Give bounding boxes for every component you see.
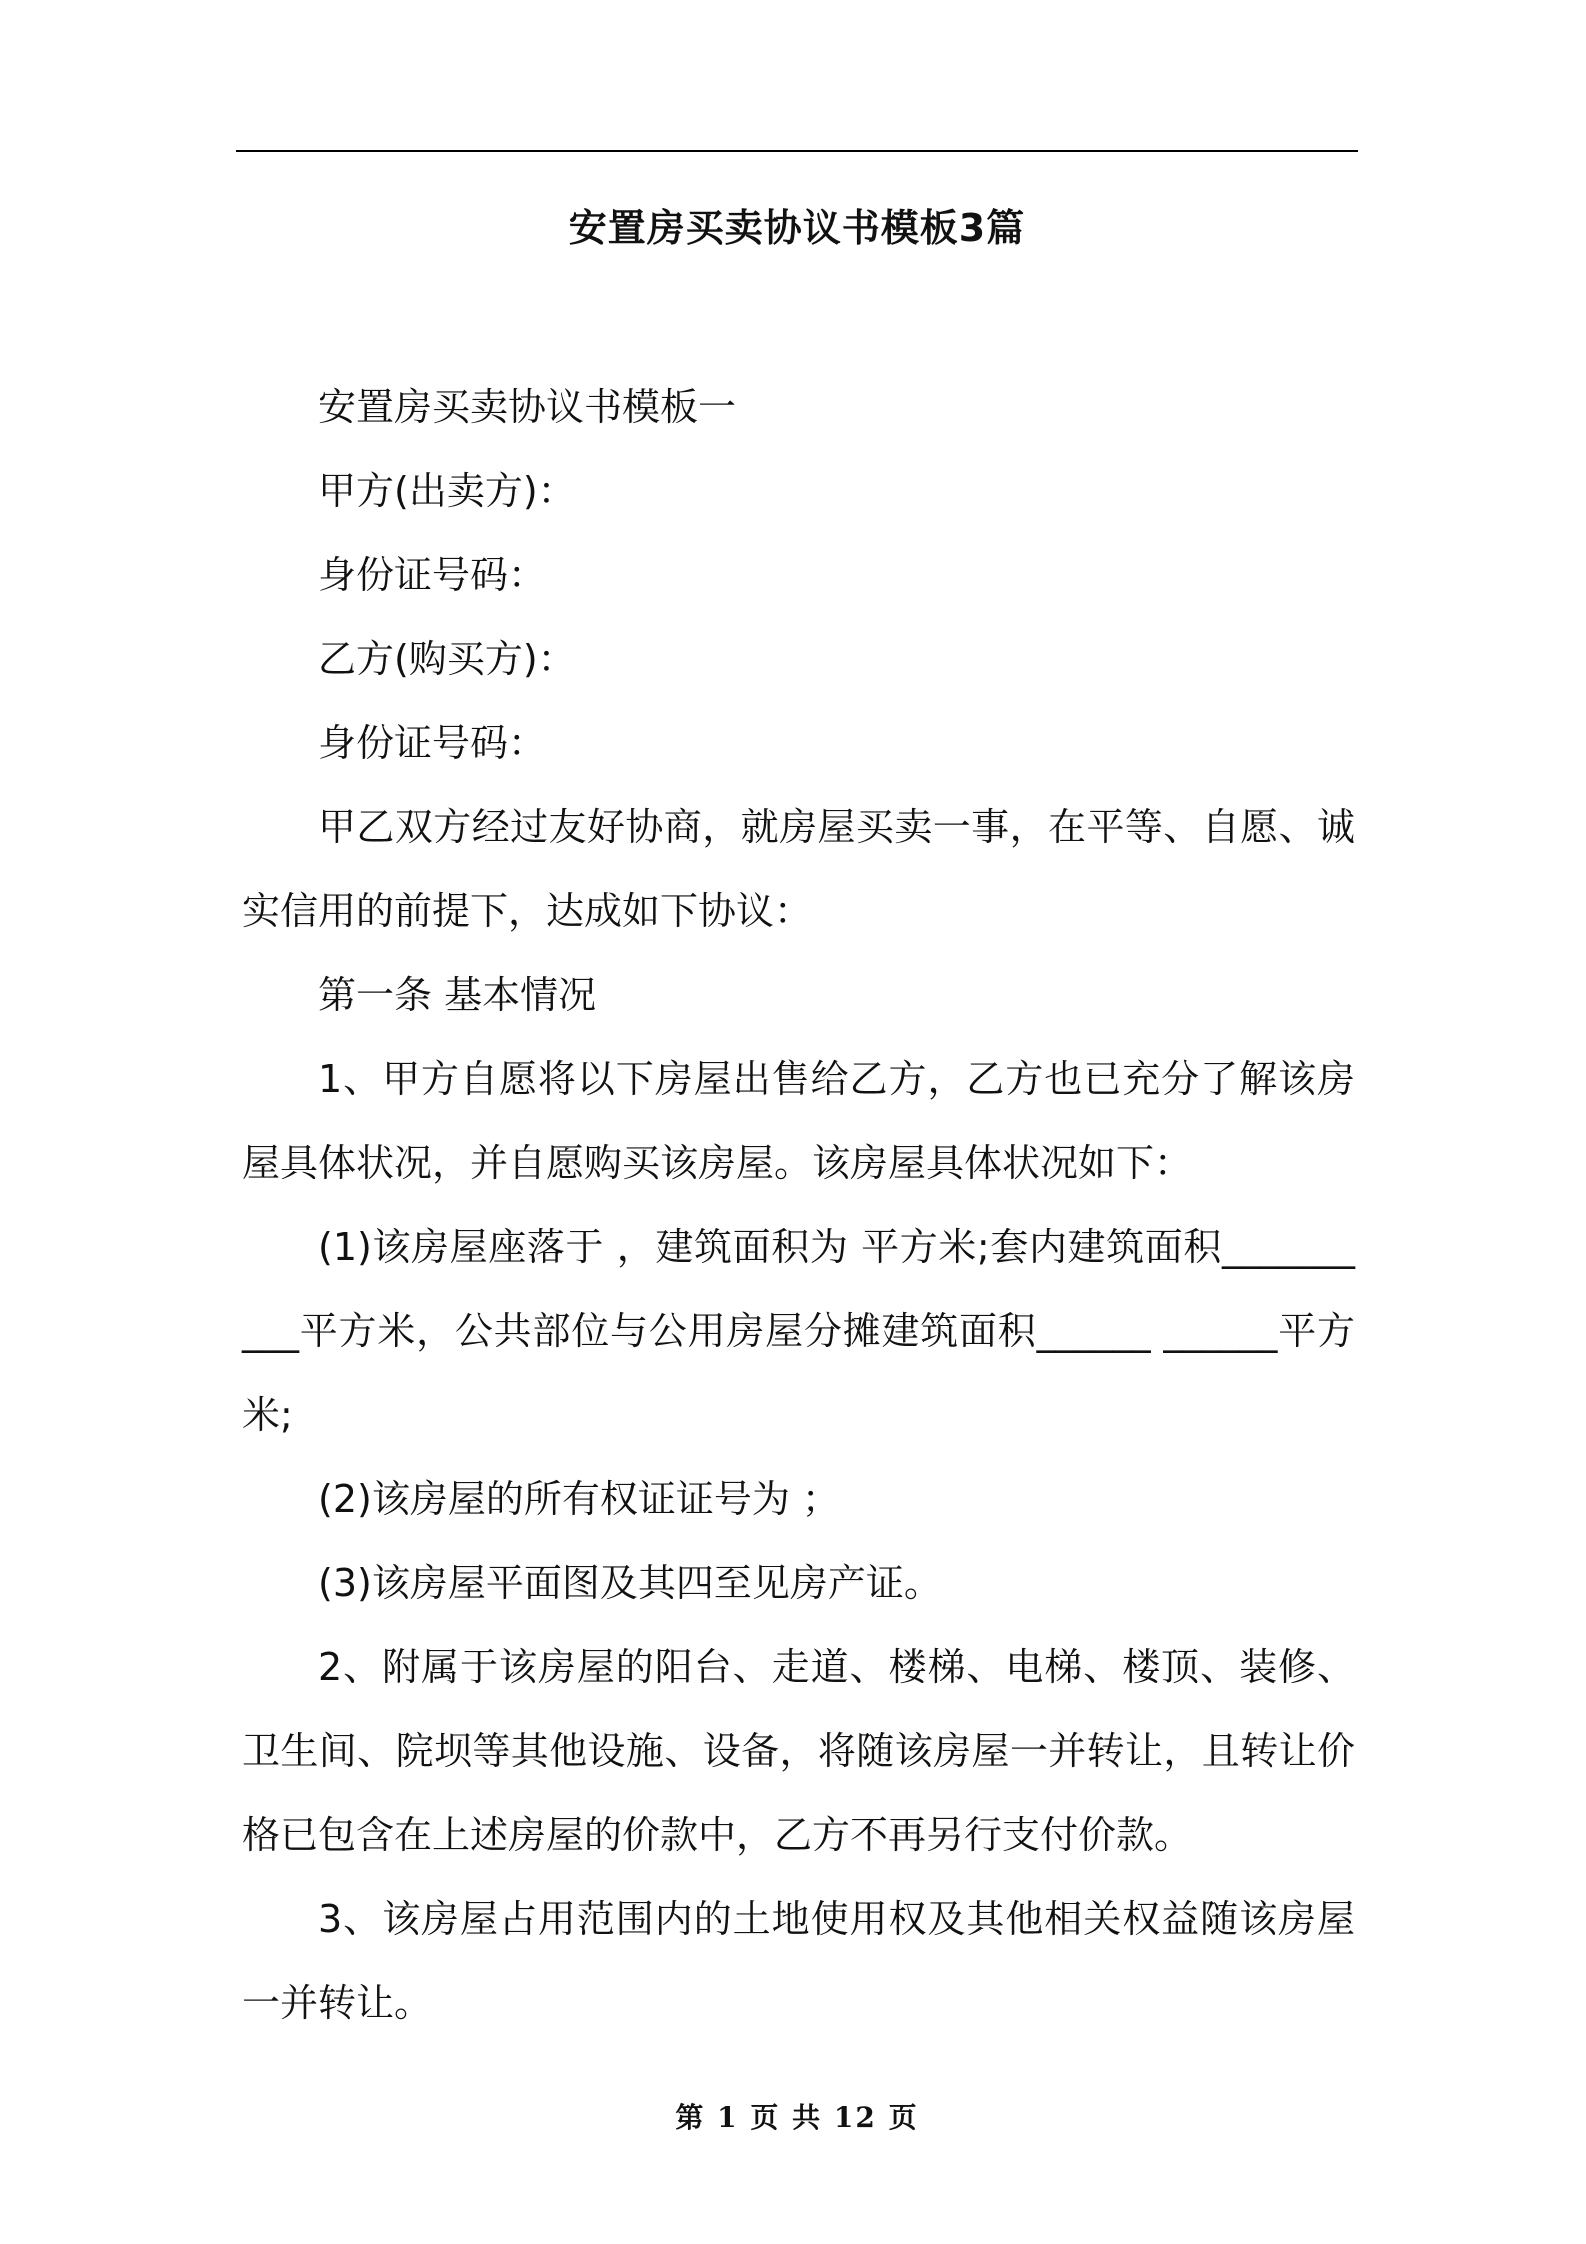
- clause-3: 3、该房屋占用范围内的土地使用权及其他相关权益随该房屋一并转让。: [242, 1897, 1355, 2025]
- section-heading: 安置房买卖协议书模板一: [318, 385, 737, 429]
- party-a-id-line: 身份证号码：: [318, 553, 547, 597]
- party-a-line: 甲方(出卖方)：: [318, 469, 576, 513]
- party-b-line: 乙方(购买方)：: [318, 637, 576, 681]
- document-body: [242, 365, 1355, 2045]
- header-rule: [236, 150, 1358, 152]
- party-b-id-line: 身份证号码：: [318, 721, 547, 765]
- document-title: 安置房买卖协议书模板3篇: [568, 206, 1026, 250]
- agreement-intro: 甲乙双方经过友好协商，就房屋买卖一事，在平等、自愿、诚实信用的前提下，达成如下协议：: [242, 805, 1355, 933]
- page-number: 第 1 页 共 12 页: [675, 2101, 919, 2134]
- clause-2: 2、附属于该房屋的阳台、走道、楼梯、电梯、楼顶、装修、卫生间、院坝等其他设施、设备，将随该房屋一并转让，且转让价格已包含在上述房屋的价款中，乙方不再另行支付价款。: [242, 1645, 1355, 1857]
- clause-1-item-2: (2)该房屋的所有权证证号为 ；: [318, 1477, 840, 1521]
- clause-1: 1、甲方自愿将以下房屋出售给乙方，乙方也已充分了解该房屋具体状况，并自愿购买该房屋。该房屋具体状况如下：: [242, 1057, 1355, 1185]
- clause-1-item-3: (3)该房屋平面图及其四至见房产证。: [318, 1561, 942, 1605]
- article-heading: 第一条 基本情况: [318, 973, 597, 1017]
- clause-1-item-1: (1)该房屋座落于 ，建筑面积为 平方米;套内建筑面积__________平方米，公共部位与公用房屋分摊建筑面积______ ______平方米;: [242, 1225, 1355, 1437]
